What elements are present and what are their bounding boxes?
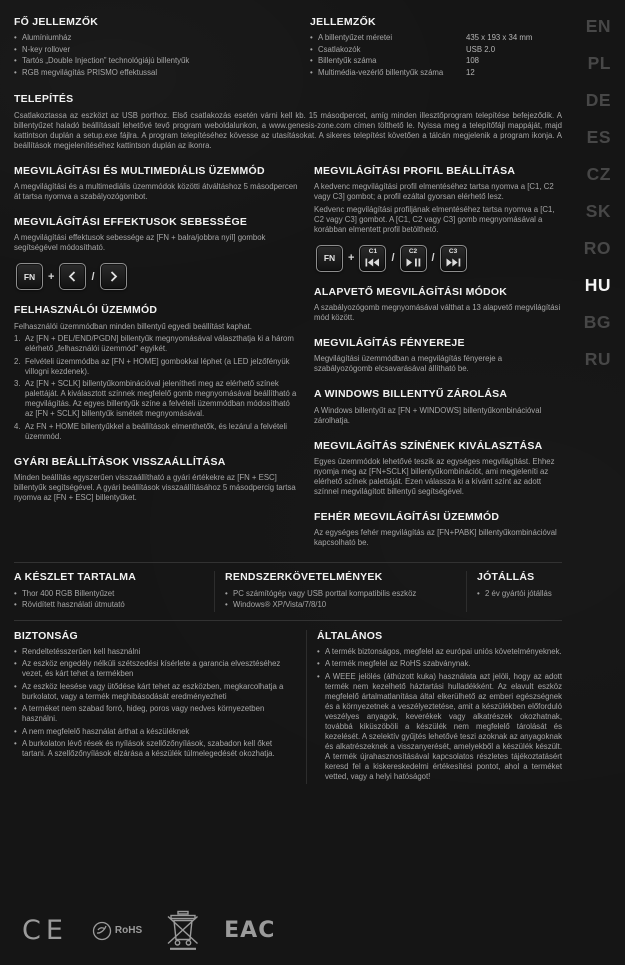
package-title: A KÉSZLET TARTALMA: [14, 571, 137, 584]
color-select-body: Egyes üzemmódok lehetővé teszik az egységes megvilágítást. Ehhez nyomja meg az [FN+SCLK] billentyűkombinációt, ami megjeleníti az elérhető színek palettáját. Ezen válassza ki a kívánt színt az adott színnel megvilágított billentyű segítségével.: [314, 457, 555, 496]
chevron-left-icon: [67, 270, 78, 283]
effect-speed-title: MEGVILÁGÍTÁSI EFFEKTUSOK SEBESSÉGE: [14, 215, 248, 228]
fn-key: [316, 245, 343, 272]
fn-key-label: FN: [23, 271, 36, 282]
spec-row: [310, 56, 562, 66]
next-track-icon: [446, 258, 461, 267]
warranty-title: JÓTÁLLÁS: [477, 571, 535, 584]
bullet-marker: •: [317, 659, 320, 669]
installation-body: Csatlakoztassa az eszközt az USB porthoz. Első csatlakozás esetén várni kell kb. 15 másodpercet, amíg minden illesztőprogram telepítése befejeződik. A billentyűzet haladó beállításait lehetővé tevő program weboldalunkon, a www.genesis-zone.com címen tölthető le. Nyissa meg a telepítőfájl mappáját, majd kattintson duplán a setup.exe fájlra. A program telepítéséhez kövesse az utasításokat. A sikeres telepítést követően a tálcán megjelenik a program ikonja. A beállítások megjelenítéséhez kattintson duplán az ikonra.: [14, 110, 562, 150]
section-specs: [310, 16, 562, 79]
step-text: Felvételi üzemmódba az [FN + HOME] gombokkal léphet (a LED jelzőfényük villogni kezdenek).: [25, 356, 290, 376]
c2-key-label: C2: [408, 248, 418, 256]
brightness-body: Megvilágítási üzemmódban a megvilágítás fényereje a szabályozógomb elcsavarásával állítható be.: [314, 354, 503, 374]
spec-value: USB 2.0: [466, 44, 496, 54]
middle-right-column: [314, 165, 562, 563]
section-installation: [14, 93, 562, 150]
profile-paragraph-1: A kedvenc megvilágítási profil elmentéséhez tartsa nyomva a [C1, C2 vagy C3] gombot; a profil ezáltal gyorsan elérhető lesz.: [314, 181, 554, 201]
section-effect-speed: [14, 216, 298, 290]
list-item: [14, 68, 302, 78]
bullet-marker: •: [14, 646, 17, 656]
user-mode-step: [14, 334, 298, 354]
bullet-marker: •: [14, 681, 17, 691]
c3-key-label: C3: [448, 248, 458, 256]
windows-lock-body: A Windows billentyűt az [FN + WINDOWS] billentyűkombinációval zárolhatja.: [314, 405, 542, 425]
middle-left-column: [14, 165, 298, 563]
mode-switch-title: MEGVILÁGÍTÁSI ÉS MULTIMEDIÁLIS ÜZEMMÓD: [14, 164, 265, 177]
section-package: [14, 571, 214, 611]
safety-item: Rendeltetésszerűen kell használni: [22, 646, 141, 656]
left-arrow-key: [59, 263, 86, 290]
list-item: [14, 600, 204, 610]
plus-separator: +: [348, 252, 355, 265]
bullet-marker: •: [14, 739, 17, 749]
profile-title: MEGVILÁGÍTÁSI PROFIL BEÁLLÍTÁSA: [314, 164, 516, 177]
c1-key: [359, 245, 386, 272]
step-number: 2.: [14, 356, 21, 366]
factory-reset-title: GYÁRI BEÁLLÍTÁSOK VISSZAÁLLÍTÁSA: [14, 455, 226, 468]
list-item: [225, 589, 456, 599]
factory-reset-body: Minden beállítás egyszerűen visszaállítható a gyári értékekre az [FN + ESC] billentyűk segítségével. A gyári beállítások visszaállításához 5 másodpercig tartsa nyomva az [FN + ESC] billentyűket.: [14, 473, 296, 502]
package-item: Thor 400 RGB Billentyűzet: [22, 588, 115, 598]
mode-switch-body: A megvilágítási és a multimediális üzemmódok közötti átváltáshoz 5 másodpercen át tartsa nyomva a szabályozógombot.: [14, 181, 298, 201]
step-number: 1.: [14, 334, 21, 344]
lang-sk: SK: [585, 201, 611, 221]
spec-row: [310, 33, 562, 43]
list-item: [317, 672, 562, 782]
package-row: [14, 563, 562, 619]
rohs-icon: [92, 921, 142, 941]
section-user-mode: [14, 304, 298, 442]
section-brightness: [314, 337, 562, 374]
section-windows-lock: [314, 388, 562, 425]
step-text: Az [FN + SCLK] billentyűkombinációval jelenítheti meg az elérhető színek palettáját. A kiválasztott színnek megfelelő gomb megnyomásával beállítható a megvilágítás. Az egyes billentyűk színe a felvételi üzemmódban módosítható az [FN + SCLK] billentyűk ismételt megnyomásával.: [25, 379, 297, 419]
lang-ro: RO: [583, 238, 611, 258]
basic-modes-body: A szabályozógomb megnyomásával válthat a 13 alapvető megvilágítási mód között.: [314, 303, 561, 323]
section-requirements: [214, 571, 466, 611]
bullet-marker: •: [317, 646, 320, 656]
requirements-title: RENDSZERKÖVETELMÉNYEK: [225, 571, 383, 584]
rohs-leaf-circle-icon: [92, 921, 112, 941]
section-color-select: [314, 440, 562, 497]
white-mode-body: Az egységes fehér megvilágítás az [FN+PABK] billentyűkombinációval kapcsolható be.: [314, 528, 557, 548]
safety-general-row: [14, 621, 562, 784]
bullet-marker: •: [225, 600, 228, 610]
bullet-marker: •: [14, 67, 17, 77]
bullet-marker: •: [14, 56, 17, 66]
manual-content: [14, 16, 562, 784]
list-item: [14, 659, 296, 679]
lang-cz: CZ: [586, 164, 611, 184]
spec-value: 435 x 193 x 34 mm: [466, 33, 533, 43]
general-title: ÁLTALÁNOS: [317, 629, 383, 642]
chevron-right-icon: [108, 270, 119, 283]
general-item: A termék biztonságos, megfelel az európai uniós követelményeknek.: [325, 646, 562, 656]
weee-bin-icon: [166, 910, 200, 951]
feature-text: Tartós „Double Injection” technológiájú billentyűk: [22, 56, 190, 66]
slash-separator: /: [431, 252, 435, 265]
step-text: Az FN + HOME billentyűkkel a beállítások elmenthetők, és lezárul a felvételi üzemmód.: [25, 421, 287, 441]
bullet-marker: •: [14, 33, 17, 43]
general-item: A WEEE jelölés (áthúzott kuka) használata azt jelöli, hogy az adott termék nem kezelhető háztartási hulladékként. Az elavult eszköz megfelelő ártalmatlanítása által elkerülhető az emberi egészségnek és a környezetnek a veszélyeztetése, amit a készülékben előforduló veszélyes anyagok, keverékek vagy alkatrészek okozhatnak, továbbá kiküszöböli a készülék nem megfelelő tárolását és kezelését. A szelektív gyűjtés lehetővé teszi azoknak az anyagoknak és alkatrészeknek a visszanyerését, amelyekből a készülék készült. A termék újrahasznosításával kapcsolatos részletes tájékoztatásért keresd fel a kiskereskedelmi értékesítési pontot, ahol a terméket vetted, vagy a helyi hatóságot!: [325, 671, 562, 781]
warranty-item: 2 év gyártói jótállás: [485, 588, 552, 598]
middle-columns: [14, 165, 562, 563]
fn-key: [16, 263, 43, 290]
lang-bg: BG: [583, 312, 611, 332]
list-item: [14, 727, 296, 737]
lang-en: EN: [585, 16, 611, 36]
brightness-title: MEGVILÁGÍTÁS FÉNYEREJE: [314, 337, 465, 350]
section-warranty: [466, 571, 562, 611]
effect-speed-key-combo: [16, 263, 298, 290]
list-item: [14, 589, 204, 599]
installation-title: TELEPÍTÉS: [14, 93, 74, 106]
requirement-item: Windows® XP/Vista/7/8/10: [233, 600, 327, 610]
list-item: [14, 647, 296, 657]
bullet-marker: •: [310, 44, 313, 54]
windows-lock-title: A WINDOWS BILLENTYŰ ZÁROLÁSA: [314, 388, 508, 401]
bullet-marker: •: [14, 726, 17, 736]
feature-text: RGB megvilágítás PRISMO effektussal: [22, 67, 158, 77]
step-number: 4.: [14, 421, 21, 431]
color-select-title: MEGVILÁGÍTÁS SZÍNÉNEK KIVÁLASZTÁSA: [314, 439, 543, 452]
safety-item: A burkolaton lévő rések és nyílások szellőzőnyílások, szabadon kell őket tartani. A szellőzőnyílások elzárása a készülék túlmelegedését okozhatja.: [22, 739, 275, 759]
lang-de: DE: [585, 90, 611, 110]
prev-track-icon: [365, 258, 380, 267]
spec-row: [310, 68, 562, 78]
c3-key: [440, 245, 467, 272]
spec-value: 12: [466, 67, 475, 77]
section-safety: [14, 630, 306, 784]
main-features-title: FŐ JELLEMZŐK: [14, 16, 99, 28]
feature-text: Alumíniumház: [22, 33, 72, 43]
section-white-mode: [314, 511, 562, 548]
safety-item: A terméket nem szabad forró, hideg, poros vagy nedves környezetben használni.: [22, 704, 265, 724]
section-main-features: [14, 16, 302, 79]
bullet-marker: •: [225, 588, 228, 598]
feature-text: N-key rollover: [22, 44, 71, 54]
plus-separator: +: [48, 270, 55, 283]
user-mode-intro: Felhasználói üzemmódban minden billentyű egyedi beállítást kaphat.: [14, 321, 252, 331]
list-item: [317, 647, 562, 657]
bullet-marker: •: [477, 588, 480, 598]
bullet-marker: •: [14, 704, 17, 714]
section-general: [306, 630, 562, 784]
safety-title: BIZTONSÁG: [14, 629, 78, 642]
spec-label: A billentyűzet méretei: [318, 33, 393, 43]
list-item: [14, 33, 302, 43]
list-item: [317, 659, 562, 669]
section-factory-reset: [14, 456, 298, 503]
user-mode-step: [14, 357, 298, 377]
spec-label: Billentyűk száma: [318, 56, 377, 66]
list-item: [225, 600, 456, 610]
lang-ru: RU: [584, 349, 611, 369]
top-row: [14, 16, 562, 93]
safety-item: Az eszköz engedély nélküli szétszedési kísérlete a garancia elvesztéséhez vezet, és kárt tehet a termékben: [22, 659, 281, 679]
ce-mark-icon: CE: [22, 915, 68, 946]
play-pause-icon: [406, 258, 421, 267]
section-basic-modes: [314, 286, 562, 323]
user-mode-step: [14, 379, 298, 419]
c2-key: [400, 245, 427, 272]
specs-title: JELLEMZŐK: [310, 16, 376, 28]
section-profile: [314, 165, 562, 272]
bullet-marker: •: [317, 671, 320, 681]
list-item: [14, 704, 296, 724]
user-mode-title: FELHASZNÁLÓI ÜZEMMÓD: [14, 304, 158, 317]
eac-icon: EAC: [224, 918, 276, 943]
right-arrow-key: [100, 263, 127, 290]
bullet-marker: •: [310, 67, 313, 77]
bullet-marker: •: [310, 33, 313, 43]
section-mode-switch: [14, 165, 298, 202]
spec-row: [310, 45, 562, 55]
rohs-label: RoHS: [114, 925, 143, 936]
basic-modes-title: ALAPVETŐ MEGVILÁGÍTÁSI MÓDOK: [314, 285, 508, 298]
list-item: [477, 589, 562, 599]
bullet-marker: •: [310, 56, 313, 66]
list-item: [14, 56, 302, 66]
step-number: 3.: [14, 379, 21, 389]
lang-pl: PL: [587, 53, 611, 73]
language-sidebar: [584, 16, 611, 370]
fn-key-label: FN: [323, 253, 336, 264]
slash-separator: /: [91, 270, 95, 283]
bullet-marker: •: [14, 659, 17, 669]
lang-hu-active: HU: [584, 275, 611, 295]
list-item: [14, 682, 296, 702]
requirement-item: PC számítógép vagy USB porttal kompatibilis eszköz: [233, 588, 417, 598]
c1-key-label: C1: [368, 248, 378, 256]
profile-key-combo: [316, 245, 562, 272]
certification-logos: [22, 910, 275, 951]
slash-separator: /: [391, 252, 395, 265]
list-item: [14, 45, 302, 55]
spec-label: Csatlakozók: [318, 44, 361, 54]
spec-value: 108: [466, 56, 480, 66]
user-mode-step: [14, 422, 298, 442]
spec-label: Multimédia-vezérlő billentyűk száma: [318, 67, 444, 77]
lang-es: ES: [586, 127, 611, 147]
safety-item: A nem megfelelő használat árthat a készüléknek: [22, 726, 190, 736]
profile-paragraph-2: Kedvenc megvilágítási profiljának elmentéséhez tartsa nyomva a [C1, C2 vagy C3] gombot. A [C1, C2 vagy C3] gomb megnyomásával a korábban elmentett profil betölthető.: [314, 204, 555, 234]
step-text: Az [FN + DEL/END/PGDN] billentyűk megnyomásával választhatja ki a három elérhető „felhasználói üzemmód” egyikét.: [25, 334, 294, 354]
effect-speed-body: A megvilágítási effektusok sebessége az [FN + balra/jobbra nyíl] gombok segítségével módosítható.: [14, 233, 266, 253]
bullet-marker: •: [14, 44, 17, 54]
bullet-marker: •: [14, 588, 17, 598]
general-item: A termék megfelel az RoHS szabványnak.: [325, 659, 471, 669]
white-mode-title: FEHÉR MEGVILÁGÍTÁSI ÜZEMMÓD: [314, 510, 500, 523]
list-item: [14, 739, 296, 759]
package-item: Rövidített használati útmutató: [22, 600, 125, 610]
bullet-marker: •: [14, 600, 17, 610]
safety-item: Az eszköz leesése vagy ütődése kárt tehet az eszközben, megkarcolhatja a burkolatot, vagy a termék meghibásodását eredményezheti: [22, 681, 284, 701]
